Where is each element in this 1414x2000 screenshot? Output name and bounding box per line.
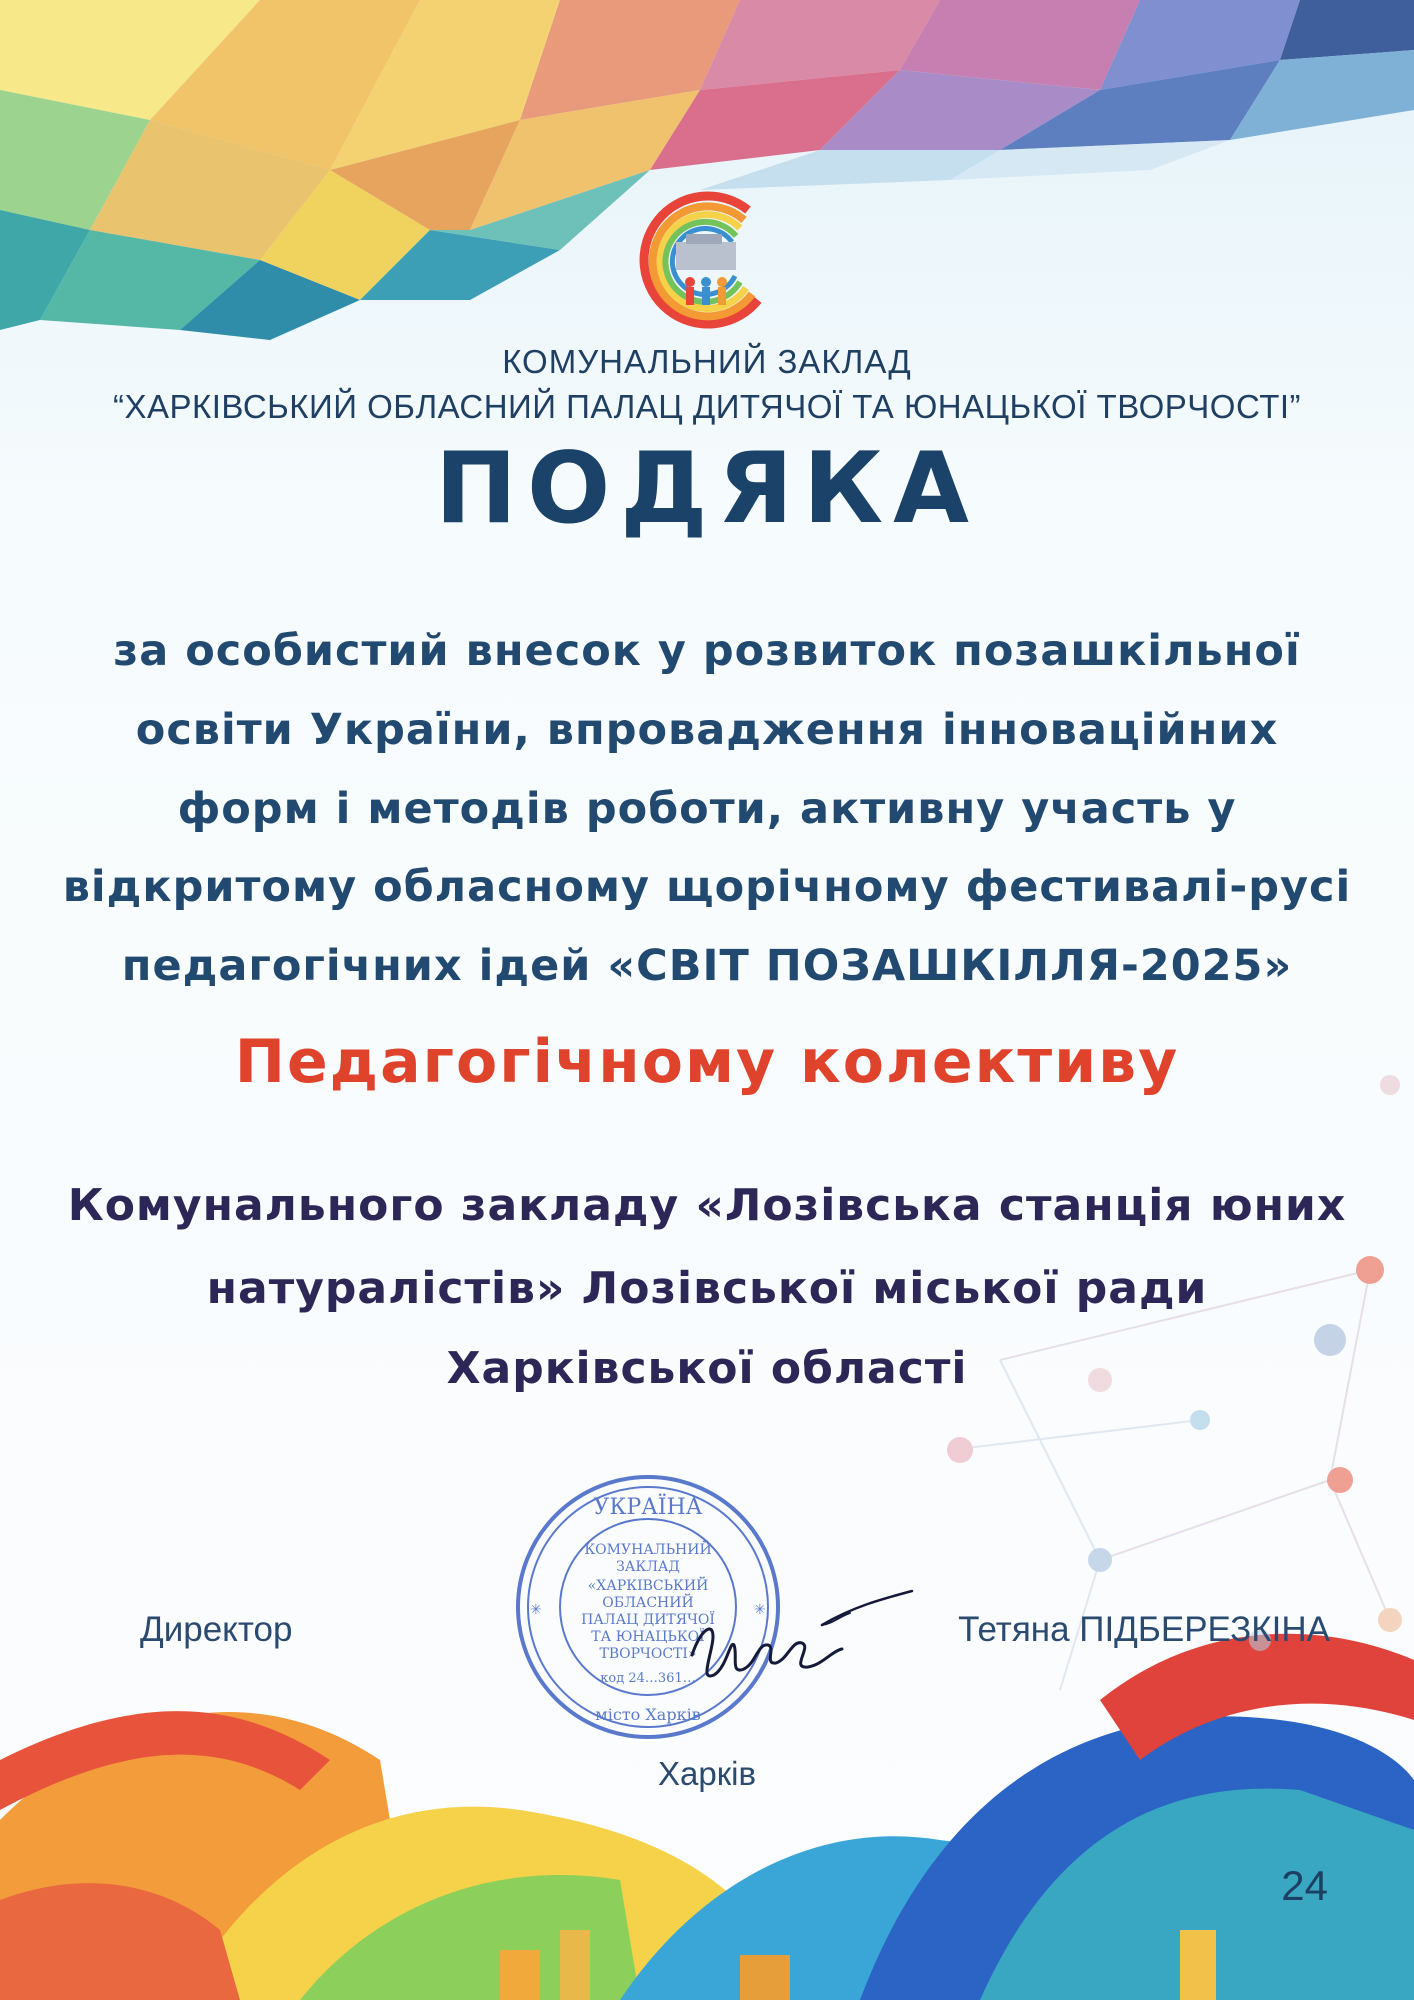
institution-line: натуралістів» Лозівської міської ради — [206, 1263, 1208, 1314]
reason-line: педагогічних ідей «СВІТ ПОЗАШКІЛЛЯ-2025» — [121, 941, 1293, 991]
svg-text:✳: ✳ — [754, 1602, 766, 1618]
reason-line: освіти України, впровадження інноваційних — [135, 705, 1279, 755]
stamp-center-line: ЗАКЛАД — [616, 1559, 680, 1575]
palace-logo-icon — [628, 190, 792, 340]
stamp-center-line: КОМУНАЛЬНИЙ — [584, 1542, 712, 1558]
reason-line: відкритому обласному щорічному фестивалі-русі — [62, 862, 1352, 912]
stamp-center-line: ТВОРЧОСТІ» — [599, 1646, 697, 1662]
certificate-title: ПОДЯКА — [434, 432, 980, 546]
institution-line: Комунального закладу «Лозівська станція юних — [67, 1180, 1347, 1231]
reason-line: за особистий внесок у розвиток позашкільної — [113, 626, 1301, 676]
reason-line: форм і методів роботи, активну участь у — [177, 784, 1237, 834]
city-label: Харків — [657, 1755, 757, 1792]
svg-text:✳: ✳ — [530, 1602, 542, 1618]
recipient-name: Педагогічному колективу — [234, 1027, 1180, 1097]
stamp-center-line: ТА ЮНАЦЬКОЇ — [591, 1629, 705, 1645]
stamp-center-line: «ХАРКІВСЬКИЙ — [587, 1578, 709, 1594]
stamp-bottom-text: місто Харків — [595, 1705, 701, 1724]
stamp-code-text: код 24…361… — [600, 1671, 696, 1686]
stamp-top-text: УКРАЇНА — [593, 1495, 703, 1520]
stamp-center-line: ПАЛАЦ ДИТЯЧОЇ — [581, 1612, 715, 1628]
signatory-name: Тетяна ПІДБЕРЕЗКІНА — [958, 1610, 1330, 1649]
institution-line: Харківської області — [446, 1343, 968, 1394]
stamp-center-line: ОБЛАСНИЙ — [602, 1595, 694, 1611]
signatory-position: Директор — [140, 1610, 293, 1649]
organization-name-line-2: “ХАРКІВСЬКИЙ ОБЛАСНИЙ ПАЛАЦ ДИТЯЧОЇ ТА ЮНАЦЬКОЇ ТВОРЧОСТІ” — [112, 388, 1302, 425]
handwritten-signature — [672, 1585, 922, 1695]
organization-name-line-1: КОМУНАЛЬНИЙ ЗАКЛАД — [502, 343, 912, 380]
page-number: 24 — [1281, 1862, 1328, 1909]
